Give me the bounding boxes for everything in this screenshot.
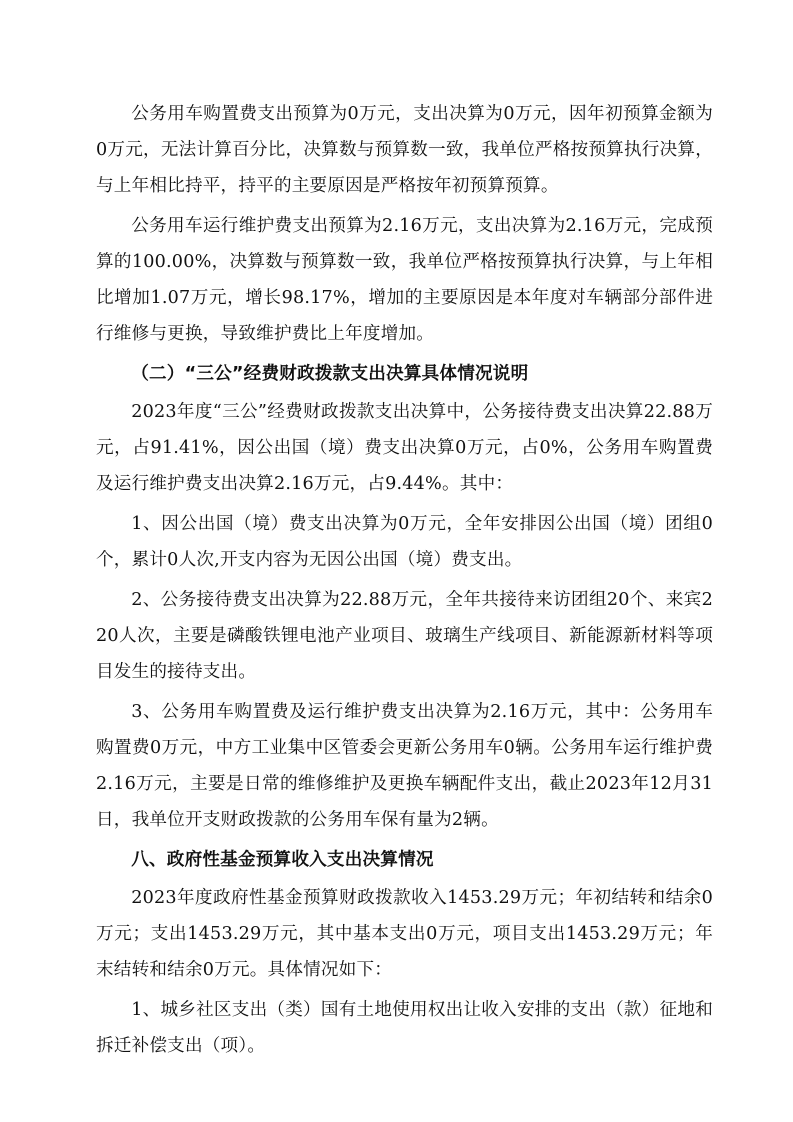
paragraph-official-reception: 2、公务接待费支出决算为22.88万元，全年共接待来访团组20个、来宾220人次，主要是磷酸铁锂电池产业项目、玻璃生产线项目、新能源新材料等项目发生的接待支出。 <box>96 590 713 682</box>
paragraph-government-fund-summary: 2023年度政府性基金预算财政拨款收入1453.29万元；年初结转和结余0万元；支出1453.29万元，其中基本支出0万元，项目支出1453.29万元；年末结转和结余0万元。具体情况如下： <box>96 888 713 980</box>
document-body <box>96 96 713 1068</box>
paragraph-overseas-travel: 1、因公出国（境）费支出决算为0万元，全年安排因公出国（境）团组0个，累计0人次,开支内容为无因公出国（境）费支出。 <box>96 514 713 570</box>
paragraph-three-public-summary: 2023年度“三公”经费财政拨款支出决算中，公务接待费支出决算22.88万元，占91.41%，因公出国（境）费支出决算0万元，占0%，公务用车购置费及运行维护费支出决算2.16万元，占9.44%。其中： <box>96 402 713 494</box>
paragraph-vehicle-costs: 3、公务用车购置费及运行维护费支出决算为2.16万元，其中：公务用车购置费0万元，中方工业集中区管委会更新公务用车0辆。公务用车运行维护费2.16万元，主要是日常的维修维护及更换车辆配件支出，截止2023年12月31日，我单位开支财政拨款的公务用车保有量为2辆。 <box>96 702 713 830</box>
section-heading-government-fund: 八、政府性基金预算收入支出决算情况 <box>131 850 434 870</box>
paragraph-vehicle-purchase: 公务用车购置费支出预算为0万元，支出决算为0万元，因年初预算金额为0万元，无法计算百分比，决算数与预算数一致，我单位严格按预算执行决算，与上年相比持平，持平的主要原因是严格按年初预算预算。 <box>96 104 713 196</box>
paragraph-vehicle-maintenance: 公务用车运行维护费支出预算为2.16万元，支出决算为2.16万元，完成预算的100.00%，决算数与预算数一致，我单位严格按预算执行决算，与上年相比增加1.07万元，增长98.17%，增加的主要原因是本年度对车辆部分部件进行维修与更换，导致维护费比上年度增加。 <box>96 216 713 344</box>
section-heading-three-public-details: （二）“三公”经费财政拨款支出决算具体情况说明 <box>131 364 529 384</box>
paragraph-land-compensation: 1、城乡社区支出（类）国有土地使用权出让收入安排的支出（款）征地和拆迁补偿支出（项）。 <box>96 1000 713 1056</box>
